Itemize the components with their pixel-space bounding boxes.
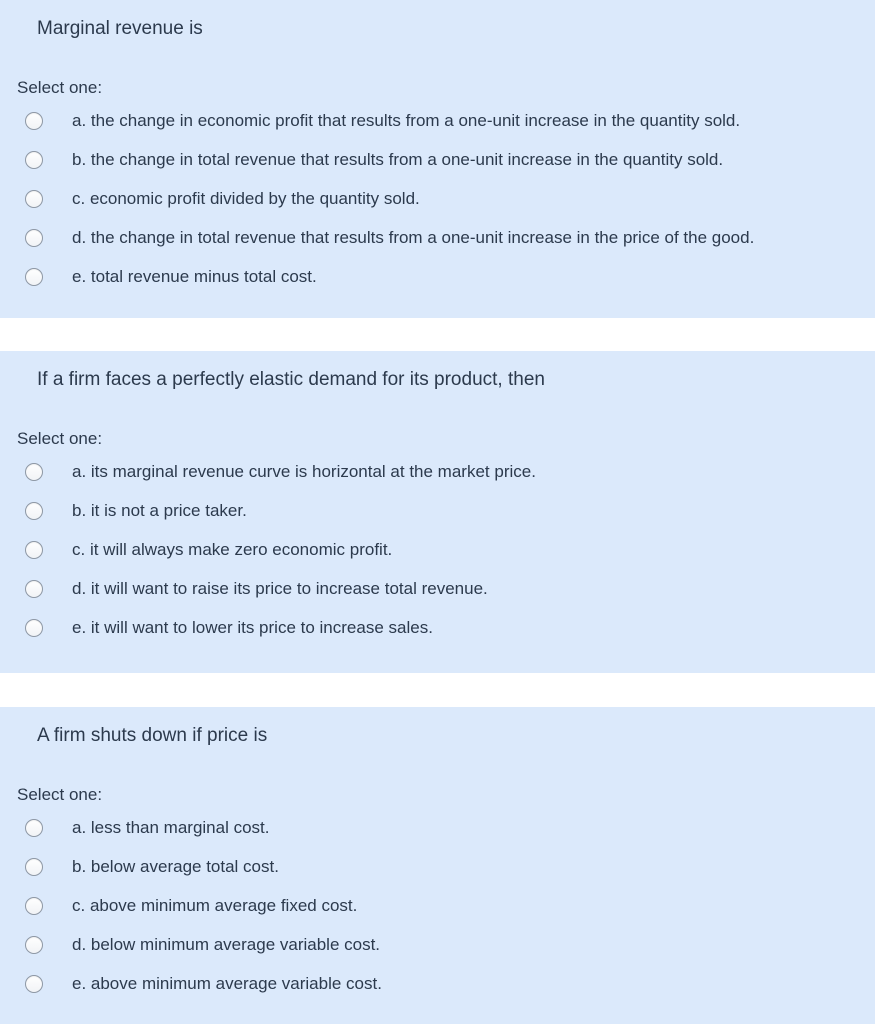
radio-button-a[interactable] [25,112,43,130]
answer-label-d[interactable]: d. the change in total revenue that results from a one-unit increase in the price of the good. [72,228,755,247]
answer-option-c[interactable] [0,180,875,219]
answer-label-a[interactable]: a. less than marginal cost. [72,818,270,837]
select-one-label: Select one: [17,78,103,97]
select-one-label: Select one: [17,785,103,804]
answer-label-e[interactable]: e. total revenue minus total cost. [72,267,317,286]
answer-options [0,102,875,297]
answer-option-b[interactable] [0,141,875,180]
radio-button-a[interactable] [25,819,43,837]
radio-button-c[interactable] [25,897,43,915]
answer-option-e[interactable] [0,965,875,1004]
select-one-label: Select one: [17,429,103,448]
answer-option-a[interactable] [0,102,875,141]
question-text: Marginal revenue is [37,18,203,39]
question-text: A firm shuts down if price is [37,725,268,746]
question-1 [0,0,875,318]
answer-option-d[interactable] [0,219,875,258]
answer-options [0,809,875,1004]
answer-label-c[interactable]: c. it will always make zero economic profit. [72,540,393,559]
radio-button-b[interactable] [25,502,43,520]
answer-option-a[interactable] [0,809,875,848]
answer-options [0,453,875,648]
answer-label-d[interactable]: d. below minimum average variable cost. [72,935,381,954]
radio-button-e[interactable] [25,975,43,993]
answer-label-b[interactable]: b. it is not a price taker. [72,501,247,520]
answer-label-a[interactable]: a. the change in economic profit that results from a one-unit increase in the quantity sold. [72,111,741,130]
radio-button-d[interactable] [25,229,43,247]
answer-label-e[interactable]: e. above minimum average variable cost. [72,974,382,993]
answer-label-d[interactable]: d. it will want to raise its price to increase total revenue. [72,579,488,598]
answer-label-a[interactable]: a. its marginal revenue curve is horizontal at the market price. [72,462,536,481]
radio-button-b[interactable] [25,858,43,876]
radio-button-b[interactable] [25,151,43,169]
answer-label-b[interactable]: b. below average total cost. [72,857,279,876]
radio-button-d[interactable] [25,936,43,954]
answer-label-c[interactable]: c. economic profit divided by the quantity sold. [72,189,420,208]
answer-option-e[interactable] [0,609,875,648]
answer-option-d[interactable] [0,570,875,609]
radio-button-e[interactable] [25,268,43,286]
answer-option-a[interactable] [0,453,875,492]
radio-button-a[interactable] [25,463,43,481]
answer-option-d[interactable] [0,926,875,965]
answer-option-b[interactable] [0,492,875,531]
radio-button-c[interactable] [25,190,43,208]
radio-button-c[interactable] [25,541,43,559]
answer-option-e[interactable] [0,258,875,297]
question-2 [0,351,875,673]
answer-label-c[interactable]: c. above minimum average fixed cost. [72,896,358,915]
radio-button-d[interactable] [25,580,43,598]
answer-label-b[interactable]: b. the change in total revenue that results from a one-unit increase in the quantity sold. [72,150,724,169]
question-3 [0,707,875,1024]
answer-option-c[interactable] [0,887,875,926]
question-text: If a firm faces a perfectly elastic demand for its product, then [37,369,545,390]
answer-label-e[interactable]: e. it will want to lower its price to increase sales. [72,618,433,637]
answer-option-c[interactable] [0,531,875,570]
answer-option-b[interactable] [0,848,875,887]
radio-button-e[interactable] [25,619,43,637]
